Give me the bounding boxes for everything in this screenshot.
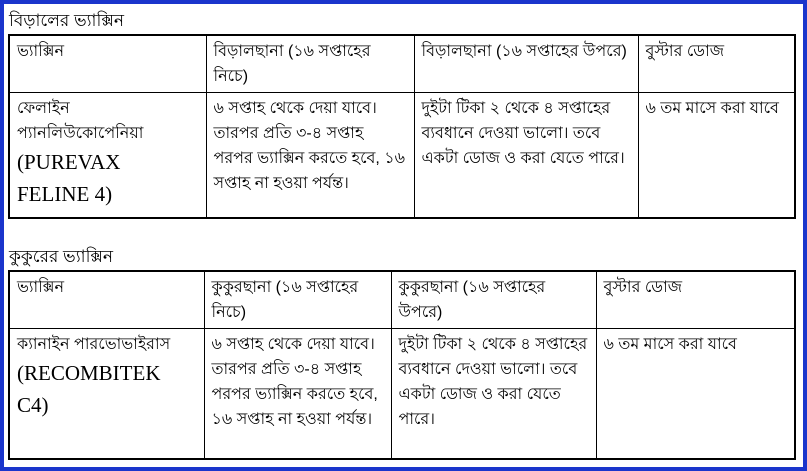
cat-header-booster: বুস্টার ডোজ — [638, 35, 795, 93]
cat-table-header-row — [9, 35, 795, 93]
dog-vaccine-name-latin: (RECOMBITEK C4) — [17, 361, 161, 417]
cat-cell-under-16: ৬ সপ্তাহ থেকে দেয়া যাবে। তারপর প্রতি ৩-৪ সপ্তাহ পরপর ভ্যাক্সিন করতে হবে, ১৬ সপ্তাহ না হওয়া পর্যন্ত। — [206, 93, 414, 218]
cat-section-title: বিড়ালের ভ্যাক্সিন — [9, 11, 124, 30]
dog-cell-booster: ৬ তম মাসে করা যাবে — [596, 329, 795, 459]
dog-header-puppy-under-16: কুকুরছানা (১৬ সপ্তাহের নিচে) — [204, 271, 391, 329]
dog-header-vaccine: ভ্যাক্সিন — [9, 271, 204, 329]
dog-cell-over-16: দুইটা টিকা ২ থেকে ৪ সপ্তাহের ব্যবধানে দেওয়া ভালো। তবে একটা ডোজ ও করা যেতে পারে। — [391, 329, 596, 459]
cat-table-row — [9, 93, 795, 218]
cat-cell-vaccine-name — [9, 93, 206, 218]
cat-vaccine-name-latin: (PUREVAX FELINE 4) — [17, 150, 121, 206]
cat-header-kitten-under-16: বিড়ালছানা (১৬ সপ্তাহের নিচে) — [206, 35, 414, 93]
cat-header-vaccine: ভ্যাক্সিন — [9, 35, 206, 93]
dog-vaccine-name-bengali: ক্যানাইন পারভোভাইরাস — [17, 336, 171, 353]
cat-header-kitten-over-16: বিড়ালছানা (১৬ সপ্তাহের উপরে) — [414, 35, 638, 93]
cat-vaccine-table — [8, 34, 796, 219]
dog-cell-under-16: ৬ সপ্তাহ থেকে দেয়া যাবে। তারপর প্রতি ৩-৪ সপ্তাহ পরপর ভ্যাক্সিন করতে হবে, ১৬ সপ্তাহ না হওয়া পর্যন্ত। — [204, 329, 391, 459]
dog-cell-vaccine-name — [9, 329, 204, 459]
dog-header-puppy-over-16: কুকুরছানা (১৬ সপ্তাহের উপরে) — [391, 271, 596, 329]
document-content — [4, 4, 803, 460]
dog-section-title: কুকুরের ভ্যাক্সিন — [9, 246, 114, 266]
dog-header-booster: বুস্টার ডোজ — [596, 271, 795, 329]
dog-table-header-row — [9, 271, 795, 329]
section-gap — [8, 219, 799, 246]
cat-cell-booster: ৬ তম মাসে করা যাবে — [638, 93, 795, 218]
cat-cell-over-16: দুইটা টিকা ২ থেকে ৪ সপ্তাহের ব্যবধানে দেওয়া ভালো। তবে একটা ডোজ ও করা যেতে পারে। — [414, 93, 638, 218]
dog-table-row — [9, 329, 795, 459]
cat-vaccine-name-bengali: ফেলাইন প্যানলিউকোপেনিয়া — [17, 100, 144, 142]
dog-vaccine-table — [8, 270, 796, 460]
